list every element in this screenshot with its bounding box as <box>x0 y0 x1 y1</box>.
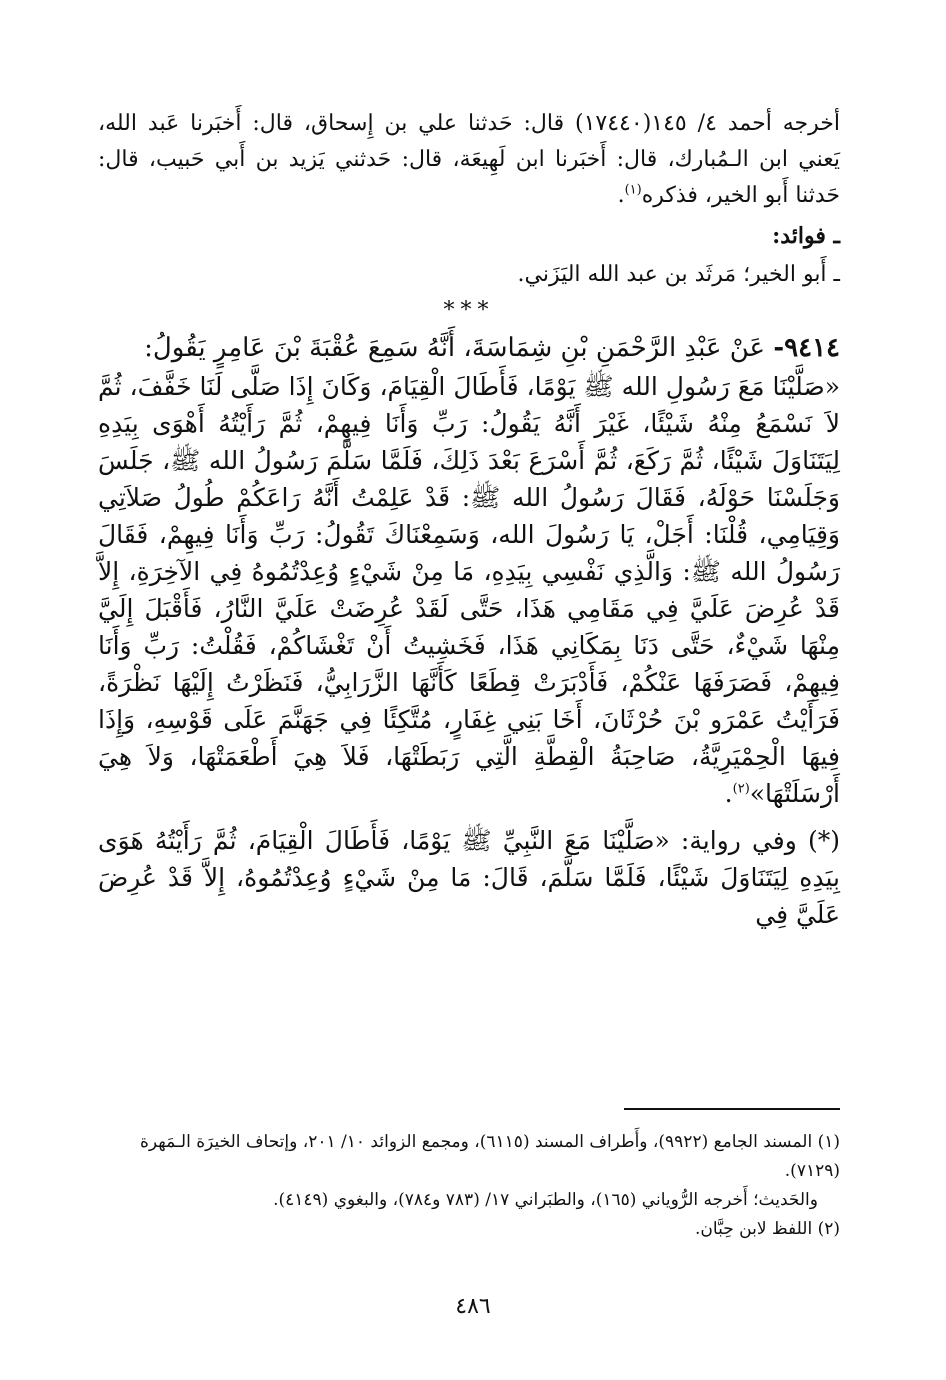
hadith-end: . <box>724 779 733 808</box>
benefits-heading: ـ فوائد: <box>772 223 840 249</box>
hadith-body: «صَلَّيْنَا مَعَ رَسُولِ الله ﷺ يَوْمًا، فَأَطَالَ الْقِيَامَ، وَكَانَ إِذَا صَلَّى لَنَا خَفَّفَ، ثُمَّ لاَ نَسْمَعُ مِنْهُ شَيْئًا، غَيْرَ أَنَّهُ يَقُولُ: رَبِّ وَأَنَا فِيهِمْ، ثُمَّ رَأَيْتُهُ أَهْوَى بِيَدِهِ لِيَتَنَاوَلَ شَيْئًا، ثُمَّ رَكَعَ، ثُمَّ أَسْرَعَ بَعْدَ ذَلِكَ، فَلَمَّا سَلَّمَ رَسُولُ الله ﷺ، جَلَسَ وَجَلَسْنَا حَوْلَهُ، فَقَالَ رَسُولُ الله ﷺ: قَدْ عَلِمْتُ أَنَّهُ رَاعَكُمْ طُولُ صَلاَتِي وَقِيَامِي، قُلْنَا: أَجَلْ، يَا رَسُولَ الله، وَسَمِعْنَاكَ تَقُولُ: رَبِّ وَأَنَا فِيهِمْ، فَقَالَ رَسُولُ الله ﷺ: وَالَّذِي نَفْسِي بِيَدِهِ، مَا مِنْ شَيْءٍ وُعِدْتُمُوهُ فِي الآخِرَةِ، إِلاَّ قَدْ عُرِضَ عَلَيَّ فِي مَقَامِي هَذَا، حَتَّى لَقَدْ عُرِضَتْ عَلَيَّ النَّارُ، فَأَقْبَلَ إِلَيَّ مِنْهَا شَيْءٌ، حَتَّى دَنَا بِمَكَانِي هَذَا، فَخَشِيتُ أَنْ تَغْشَاكُمْ، فَقُلْتُ: رَبِّ وَأَنَا فِيهِمْ، فَصَرَفَهَا عَنْكُمْ، فَأَدْبَرَتْ قِطَعًا كَأَنَّهَا الزَّرَابِيُّ، فَنَظَرْتُ إِلَيْهَا نَظْرَةً، فَرَأَيْتُ عَمْرَو بْنَ حُرْثَانَ، أَخَا بَنِي غِفَارٍ، مُتَّكِئًا فِي جَهَنَّمَ عَلَى قَوْسِهِ، وَإِذَا فِيهَا الْحِمْيَرِيَّةُ، صَاحِبَةُ الْقِطَّةِ الَّتِي رَبَطَتْهَا، فَلاَ هِيَ أَطْعَمَتْهَا، وَلاَ هِيَ أَرْسَلَتْهَا» <box>98 372 840 808</box>
footnote-2: (٢) اللفظ لابن حِبَّان. <box>695 1219 840 1239</box>
page-number: ٤٨٦ <box>455 1294 491 1319</box>
footnotes-section <box>98 1128 840 1244</box>
variant-narration: (*) وفي رواية: «صَلَّيْنَا مَعَ النَّبِيِّ ﷺ يَوْمًا، فَأَطَالَ الْقِيَامَ، ثُمَّ رَأَيْتُهُ هَوَى بِيَدِهِ لِيَتَنَاوَلَ شَيْئًا، فَلَمَّا سَلَّمَ، قَالَ: مَا مِنْ شَيْءٍ وُعِدْتُمُوهُ، إِلاَّ قَدْ عُرِضَ عَلَيَّ فِي <box>98 826 840 929</box>
footnote-divider <box>624 1108 840 1110</box>
footnote-ref-1[interactable]: (١) <box>624 182 642 198</box>
footnote-1: (١) المسند الجامع (٩٩٢٢)، وأَطراف المسند (٦١١٥)، ومجمع الزوائد ١٠/ ٢٠١، وإتحاف الخيرَة الـمَهرة (٧١٢٩). <box>139 1132 840 1181</box>
footnote-1-continuation: والحَديث؛ أَخرجه الرُّوياني (١٦٥)، والطبَراني ١٧/ (٧٨٣ و٧٨٤)، والبغوي (٤١٤٩). <box>273 1190 818 1210</box>
footnote-ref-2[interactable]: (٢) <box>732 781 750 797</box>
benefit-item: ـ أَبو الخير؛ مَرثَد بن عبد الله اليَزَني. <box>517 262 840 287</box>
hadith-header <box>98 328 840 368</box>
takhrij-paragraph <box>98 106 840 214</box>
hadith-number: ٩٤١٤- <box>773 333 840 363</box>
takhrij-end: . <box>617 183 625 208</box>
book-page-body <box>98 106 840 933</box>
takhrij-text: أخرجه أحمد ٤/ ١٤٥(١٧٤٤٠) قال: حَدثنا علي بن إِسحاق، قال: أَخبَرنا عَبد الله، يَعني ابن الـمُبارك، قال: أَخبَرنا ابن لَهِيعَة، قال: حَدثني يَزيد بن أَبي حَبيب، قال: حَدثنا أَبو الخير، فذكره <box>98 111 840 208</box>
hadith-matn <box>98 368 840 812</box>
section-separator: *** <box>443 298 495 323</box>
hadith-chain: عَنْ عَبْدِ الرَّحْمَنِ بْنِ شِمَاسَةَ، أَنَّهُ سَمِعَ عُقْبَةَ بْنَ عَامِرٍ يَقُولُ: <box>144 333 766 363</box>
